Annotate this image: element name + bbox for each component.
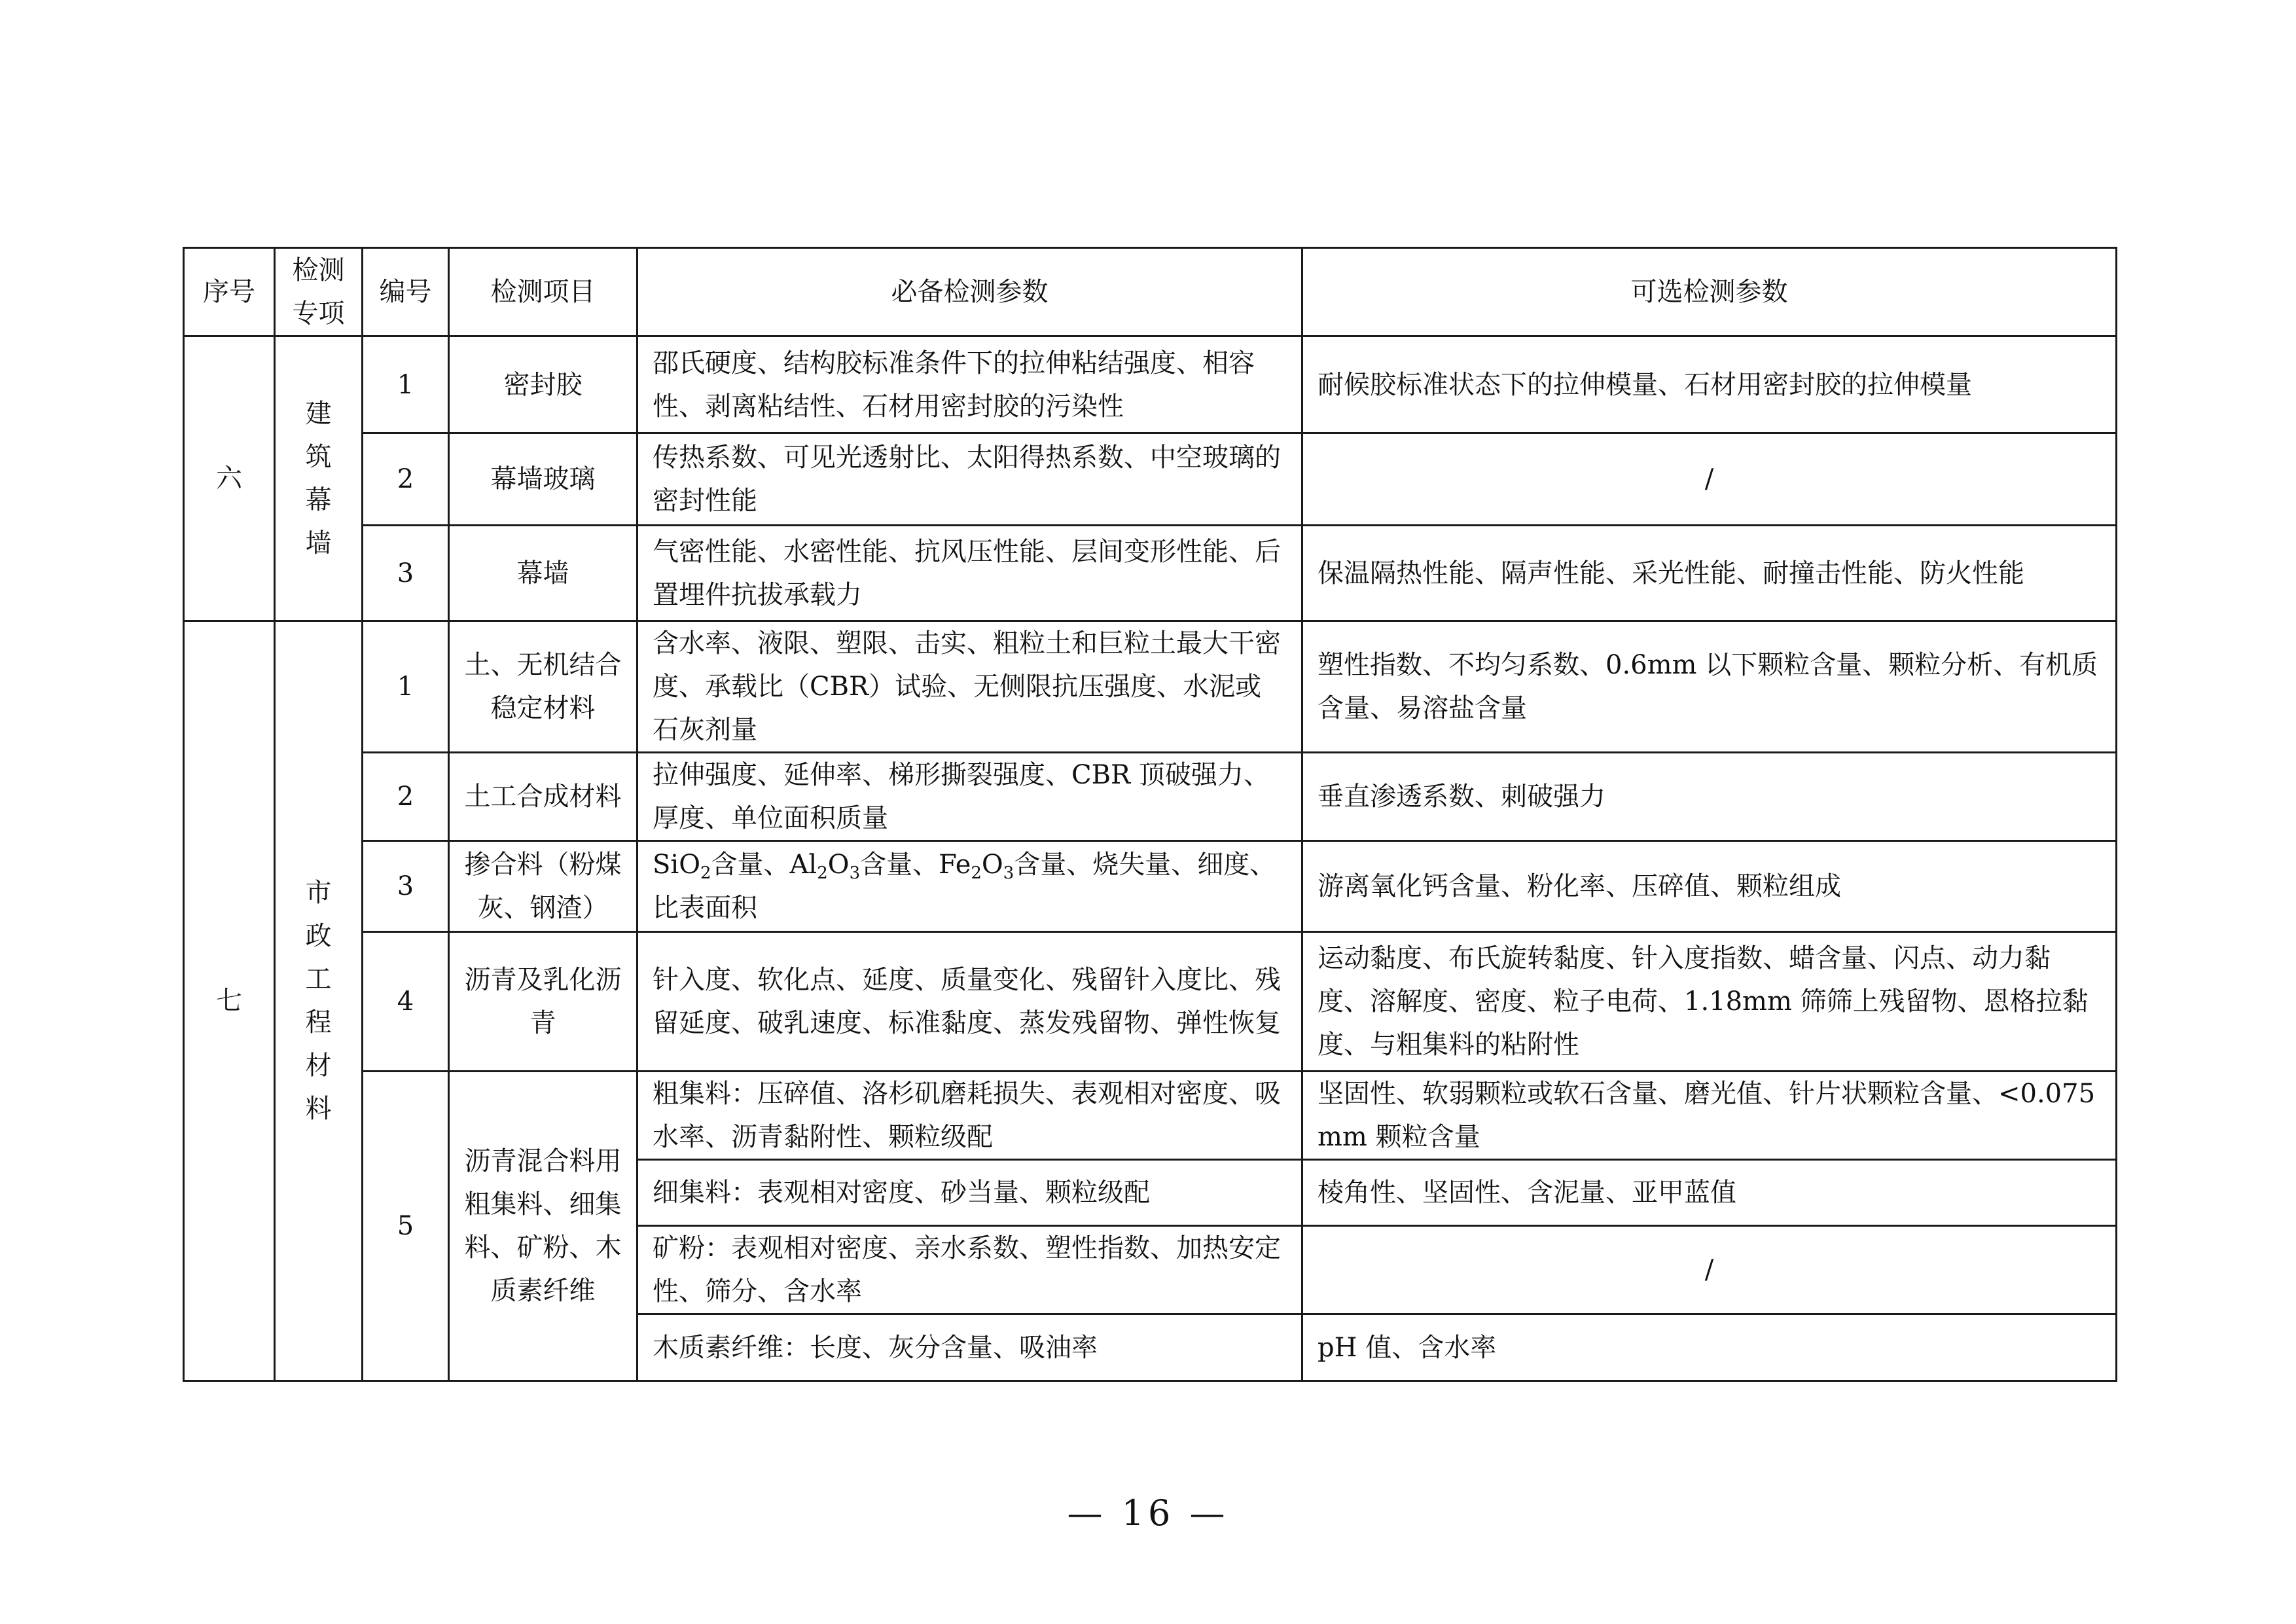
row-optional: 运动黏度、布氏旋转黏度、针入度指数、蜡含量、闪点、动力黏度、溶解度、密度、粒子电荷、1.18mm 筛筛上残留物、恩格拉黏度、与粗集料的粘附性 — [1302, 932, 2117, 1072]
row-required: 拉伸强度、延伸率、梯形撕裂强度、CBR 顶破强力、厚度、单位面积质量 — [637, 753, 1302, 841]
row-optional: 游离氧化钙含量、粉化率、压碎值、颗粒组成 — [1302, 841, 2117, 932]
table-row — [184, 526, 2117, 621]
header-category: 检测专项 — [275, 248, 363, 336]
row-optional: 坚固性、软弱颗粒或软石含量、磨光值、针片状颗粒含量、<0.075mm 颗粒含量 — [1302, 1072, 2117, 1160]
row-code: 2 — [363, 753, 449, 841]
row-optional: 垂直渗透系数、刺破强力 — [1302, 753, 2117, 841]
table-row — [184, 433, 2117, 526]
table-row — [184, 841, 2117, 932]
header-required: 必备检测参数 — [637, 248, 1302, 336]
row-code: 1 — [363, 621, 449, 753]
row-required: 矿粉：表观相对密度、亲水系数、塑性指数、加热安定性、筛分、含水率 — [637, 1226, 1302, 1314]
row-optional: / — [1302, 433, 2117, 526]
row-required: 粗集料：压碎值、洛杉矶磨耗损失、表观相对密度、吸水率、沥青黏附性、颗粒级配 — [637, 1072, 1302, 1160]
row-code: 3 — [363, 841, 449, 932]
row-item: 密封胶 — [449, 336, 637, 433]
row-item: 沥青及乳化沥青 — [449, 932, 637, 1072]
row-required: 传热系数、可见光透射比、太阳得热系数、中空玻璃的密封性能 — [637, 433, 1302, 526]
row-optional: / — [1302, 1226, 2117, 1314]
group-category: 建筑幕墙 — [275, 336, 363, 621]
group-seq: 七 — [184, 621, 275, 1381]
table-header-row — [184, 248, 2117, 336]
group-category: 市政工程材料 — [275, 621, 363, 1381]
row-optional: 保温隔热性能、隔声性能、采光性能、耐撞击性能、防火性能 — [1302, 526, 2117, 621]
row-item: 土工合成材料 — [449, 753, 637, 841]
row-code: 2 — [363, 433, 449, 526]
group-seq: 六 — [184, 336, 275, 621]
row-required: 细集料：表观相对密度、砂当量、颗粒级配 — [637, 1160, 1302, 1226]
table-row — [184, 621, 2117, 753]
row-required: 木质素纤维：长度、灰分含量、吸油率 — [637, 1314, 1302, 1381]
header-code: 编号 — [363, 248, 449, 336]
row-code: 1 — [363, 336, 449, 433]
row-required: 邵氏硬度、结构胶标准条件下的拉伸粘结强度、相容性、剥离粘结性、石材用密封胶的污染性 — [637, 336, 1302, 433]
table-row — [184, 753, 2117, 841]
header-seq: 序号 — [184, 248, 275, 336]
row-code: 3 — [363, 526, 449, 621]
table-row — [184, 1072, 2117, 1160]
row-optional: 棱角性、坚固性、含泥量、亚甲蓝值 — [1302, 1160, 2117, 1226]
row-required: 气密性能、水密性能、抗风压性能、层间变形性能、后置埋件抗拔承载力 — [637, 526, 1302, 621]
table-row — [184, 336, 2117, 433]
row-item: 土、无机结合稳定材料 — [449, 621, 637, 753]
header-item: 检测项目 — [449, 248, 637, 336]
row-optional: 塑性指数、不均匀系数、0.6mm 以下颗粒含量、颗粒分析、有机质含量、易溶盐含量 — [1302, 621, 2117, 753]
testing-parameters-table — [183, 247, 2117, 1382]
row-optional: 耐候胶标准状态下的拉伸模量、石材用密封胶的拉伸模量 — [1302, 336, 2117, 433]
table-row — [184, 932, 2117, 1072]
header-optional: 可选检测参数 — [1302, 248, 2117, 336]
row-item: 幕墙 — [449, 526, 637, 621]
row-item: 掺合料（粉煤灰、钢渣） — [449, 841, 637, 932]
row-code: 4 — [363, 932, 449, 1072]
row-required: 含水率、液限、塑限、击实、粗粒土和巨粒土最大干密度、承载比（CBR）试验、无侧限抗压强度、水泥或石灰剂量 — [637, 621, 1302, 753]
row-item: 幕墙玻璃 — [449, 433, 637, 526]
row-required: SiO$_2$含量、$Al_2O_3$含量、$Fe_2O_3$含量、烧失量、细度、比表面积 — [637, 841, 1302, 932]
row-code: 5 — [363, 1072, 449, 1381]
page-number: — 16 — — [1067, 1492, 1229, 1534]
row-optional: pH 值、含水率 — [1302, 1314, 2117, 1381]
row-required: 针入度、软化点、延度、质量变化、残留针入度比、残留延度、破乳速度、标准黏度、蒸发残留物、弹性恢复 — [637, 932, 1302, 1072]
row-item: 沥青混合料用粗集料、细集料、矿粉、木质素纤维 — [449, 1072, 637, 1381]
